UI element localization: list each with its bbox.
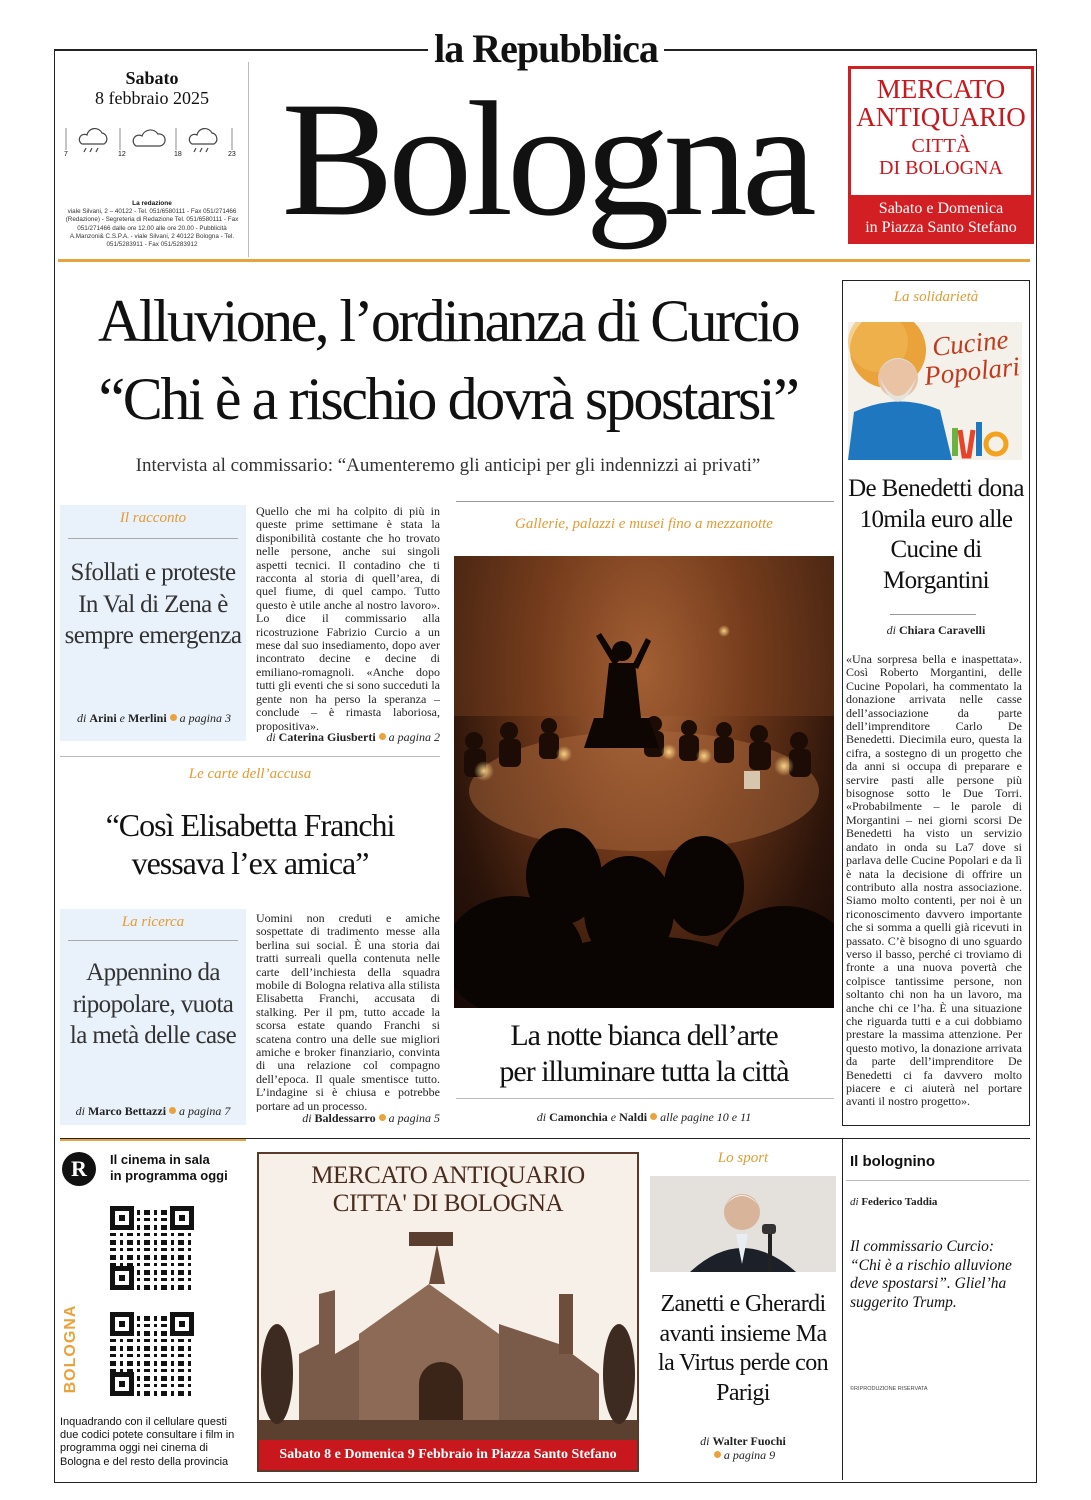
racconto-title: Sfollati e proteste In Val di Zena è sempre emergenza [64, 559, 242, 649]
notte-kicker: Gallerie, palazzi e musei fino a mezzanotte [515, 516, 773, 532]
weather-strip [62, 122, 242, 162]
temp-23: 23 [228, 151, 236, 158]
racconto-box[interactable] [60, 505, 246, 741]
notte-photo[interactable] [454, 556, 834, 1008]
accusa-title-2[interactable]: vessava l’ex amica” [131, 845, 369, 881]
photo-cucine-text: Cucine [930, 324, 1010, 362]
cinema-vertical-label: BOLOGNA [62, 1304, 79, 1394]
cloud-icon [133, 130, 165, 146]
temp-7: 7 [64, 151, 68, 158]
sport-kicker: Lo sport [717, 1150, 769, 1166]
ricerca-title: Appennino da ripopolare, vuota la metà delle case [69, 959, 237, 1049]
cinema-qr-code-1[interactable] [110, 1206, 194, 1290]
redazione-title: La redazione [132, 200, 172, 207]
ad-line-4: DI BOLOGNA [879, 157, 1003, 179]
bolognino-title: Il bolognino [850, 1153, 935, 1170]
ad-line-3: CITTÀ [911, 135, 971, 157]
ad-band-2: in Piazza Santo Stefano [865, 219, 1017, 236]
cinema-qr-code-2[interactable] [110, 1312, 194, 1396]
redazione-text: viale Silvani, 2 – 40122 - Tel. 051/6580111 - Fax 051/271466 (Redazione) - Segreteria di Redazione Tel. 051/6580111 - Fax 051/271466 dalle ore 12.00 alle ore 20.00 - Pubblicità A.Manzoni& C.S.P.A. - viale Silvani, 2 40122 Bologna - Tel. 051/5283911 - Fax 051/5283912 [65, 208, 239, 249]
temp-18: 18 [174, 151, 182, 158]
sport-title[interactable]: Zanetti e Gherardi avanti insieme Ma la Virtus perde con Parigi [658, 1291, 828, 1406]
cinema-text: Inquadrando con il cellulare questi due codici potete consultare i film in programma oggi nei cinema di Bologna e del resto della provincia [60, 1416, 235, 1468]
main-byline: di Caterina Giusberti a pagina 2 [266, 730, 440, 744]
sport-byline: di Walter Fuochi [700, 1434, 786, 1448]
ad-bottom-band: Sabato 8 e Domenica 9 Febbraio in Piazza Santo Stefano [279, 1447, 617, 1462]
ad-line-2: ANTIQUARIO [856, 102, 1026, 132]
solidarieta-photo[interactable] [848, 322, 1022, 460]
brand-logo: la Repubblica [434, 26, 658, 71]
ad-band-1: Sabato e Domenica [878, 200, 1004, 217]
notte-title-2[interactable]: per illuminare tutta la città [499, 1055, 789, 1088]
issue-date: 8 febbraio 2025 [95, 88, 209, 108]
solidarieta-title[interactable]: De Benedetti dona 10mila euro alle Cucine di Morgantini [848, 475, 1024, 594]
main-article-body: Quello che mi ha colpito di più in queste prime settimane è stata la disponibilità costante che ho trovato nelle persone, anche sui singoli aspetti tecnici. Il contadino che ti racconta al storia di quell’area, di quel fiume, di quel campo. Tutto questo è utile anche al nostro lavoro». Lo dice il commissario alla ricostruzione Fabrizio Curcio a un mese dal suo insediamento, dopo aver incontrato decine e decine di emiliano-romagnoli. «Anche dopo tutti gli eventi che si sono succeduti la gente non ha perso la speranza – conclude – è rimasta laboriosa, propositiva». [256, 505, 440, 732]
accusa-title-1[interactable]: “Così Elisabetta Franchi [105, 807, 395, 843]
accusa-kicker: Le carte dell’accusa [188, 766, 312, 782]
ad-bottom-title-1: MERCATO ANTIQUARIO [311, 1162, 585, 1189]
racconto-kicker: Il racconto [119, 510, 187, 526]
cloud-rain-icon [189, 129, 217, 152]
ad-bottom-title-2: CITTA' DI BOLOGNA [332, 1190, 564, 1217]
santo-stefano-illustration [259, 1224, 637, 1442]
sport-page: a pagina 9 [650, 1448, 836, 1463]
bolognino-text: Il commissario Curcio: “Chi è a rischio alluvione deve spostarsi”. Gliel’ha suggerito Trump. [850, 1238, 1012, 1311]
accusa-byline: di Baldessarro a pagina 5 [302, 1111, 440, 1125]
cinema-logo: R [62, 1152, 96, 1186]
accusa-article-body: Uomini non creduti e amiche sospettate di tradimento messe alla berlina sui social. È una storia dai tratti surreali quella contenuta nelle carte dell’inchiesta della squadra mobile di Bologna relativa alla stilista Elisabetta Franchi, accusata di stalking. Per il pm, tutto accade la scorsa estate quando Franchi si scatena contro una delle sue migliori amiche e broker finanziario, convinta di una relazione col compagno dell’epoca. Il quale smentisce tutto. L’indagine si è chiusa e potrebbe portare ad un processo. [256, 912, 440, 1112]
main-headline-2[interactable]: “Chi è a rischio dovrà spostarsi” [98, 366, 798, 432]
bolognino-byline: di Federico Taddia [850, 1196, 938, 1208]
temp-12: 12 [118, 151, 126, 158]
solidarieta-byline: di Chiara Caravelli [886, 623, 986, 637]
notte-byline: di Camonchia e Naldi alle pagine 10 e 11 [536, 1110, 752, 1124]
solidarieta-article-body: «Una sorpresa bella e inaspettata». Così Roberto Morgantini, delle Cucine Popolari, ha commentato la donazione arrivata nelle casse dell’associazione da parte dell’imprenditore Carlo De Benedetti. Diecimila euro, questa la cifra, a sostegno di un progetto che da anni si occupa di preparare e servire pasti alle persone più bisognose sotto le Due Torri. «Probabilmente – le parole di Morgantini – nei giorni scorsi De Benedetti ha visto un servizio andato in onda su La7 dove si parlava delle Cucine Popolari e da lì è nata la decisione di offrire un contributo alla nostra associazione. Siamo molto contenti, per noi è un riconoscimento davvero importante che si somma a quelli già ricevuti in passato. C’è bisogno di uno sguardo verso il basso, perché ci troviamo di fronte a una nuova povertà che colpisce tantissime persone, non soltanto chi non ha un lavoro, ma anche chi ce l’ha. È una situazione che riguarda tutti e a cui dobbiamo prestare la massima attenzione. Per questo motivo, la donazione arrivata da parte dell’imprenditore De Benedetti ci fa davvero molto piacere e ci aiuterà nel portare avanti il nostro progetto». [846, 653, 1022, 1109]
ricerca-byline: di Marco Bettazzi a pagina 7 [75, 1104, 231, 1118]
photo-popolari-text: Popolari [922, 351, 1022, 391]
ricerca-box[interactable] [60, 909, 246, 1125]
copyright-notice: ©RIPRODUZIONE RISERVATA [850, 1386, 928, 1392]
sport-photo[interactable] [650, 1176, 836, 1272]
city-title: Bologna [281, 69, 811, 250]
ad-mercato-antiquario-top[interactable] [848, 66, 1034, 244]
main-subhead: Intervista al commissario: “Aumenteremo gli anticipi per gli indennizzi ai privati” [135, 455, 761, 476]
ad-line-1: MERCATO [876, 74, 1006, 104]
racconto-byline: di Arini e Merlini a pagina 3 [76, 711, 231, 725]
cloud-rain-icon [79, 129, 107, 152]
ricerca-kicker: La ricerca [121, 914, 185, 930]
solidarieta-kicker: La solidarietà [893, 289, 979, 305]
main-headline-1[interactable]: Alluvione, l’ordinanza di Curcio [98, 288, 798, 354]
cinema-title-1: Il cinema in sala [110, 1152, 210, 1167]
notte-title-1[interactable]: La notte bianca dell’arte [510, 1019, 778, 1052]
cinema-title-2: in programma oggi [110, 1168, 228, 1183]
issue-day: Sabato [125, 68, 179, 88]
ad-mercato-antiquario-bottom[interactable] [257, 1152, 639, 1472]
